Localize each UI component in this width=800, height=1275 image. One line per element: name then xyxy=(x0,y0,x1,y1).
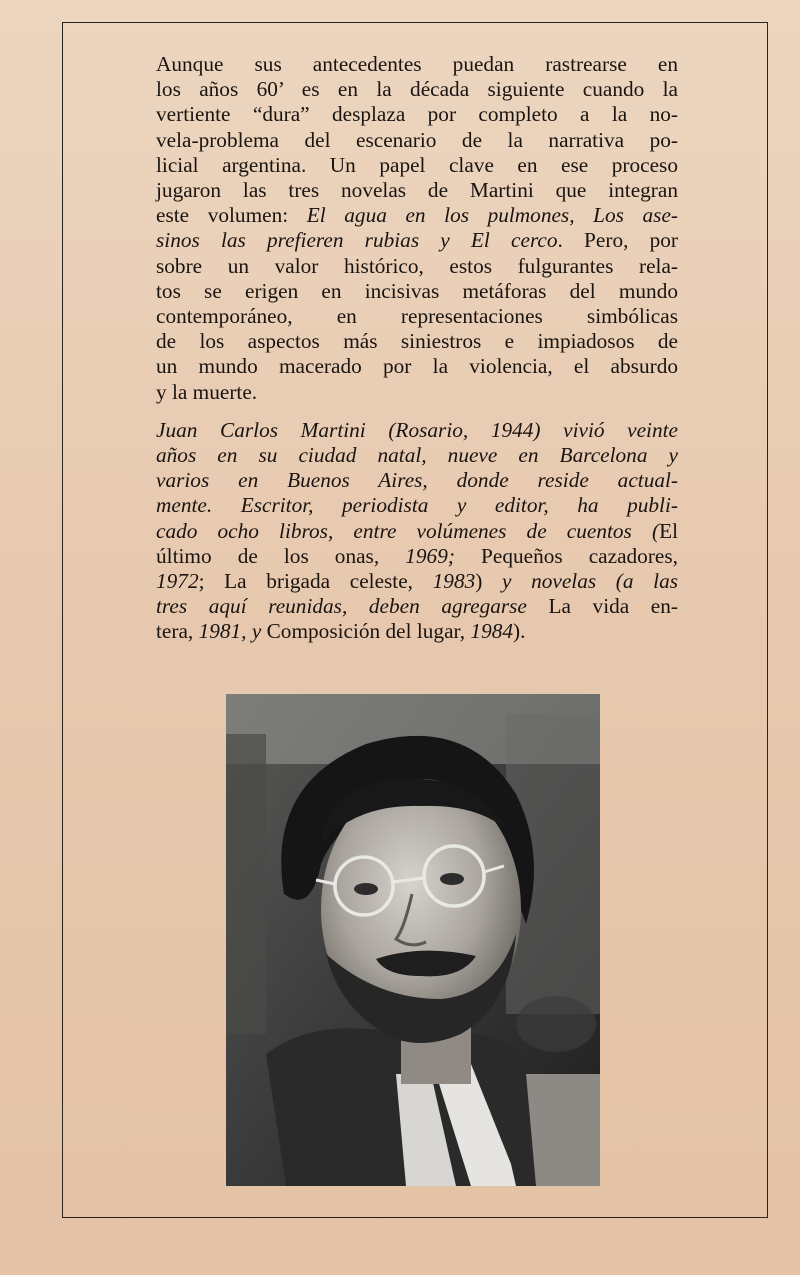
text-line: un mundo macerado por la violencia, el absurdo xyxy=(156,354,678,379)
text-run: ) xyxy=(475,569,502,594)
text-line: Juan Carlos Martini (Rosario, 1944) vivió veinte xyxy=(156,417,678,442)
text-line xyxy=(156,203,678,228)
text-line: tos se erigen en incisivas metáforas del mundo xyxy=(156,278,678,303)
text-line: jugaron las tres novelas de Martini que integran xyxy=(156,178,678,203)
book-titles: sinos las prefieren rubias y El cerco xyxy=(156,228,558,253)
text-line xyxy=(156,519,678,544)
text-line: sobre un valor histórico, estos fulgurantes rela- xyxy=(156,253,678,278)
text-run: último de los onas xyxy=(156,543,374,568)
text-line: contemporáneo, en representaciones simbólicas xyxy=(156,304,678,329)
text-line xyxy=(156,569,678,594)
text-run: y novelas (a las xyxy=(501,569,679,594)
text-run: cado ocho libros, entre volúmenes de cuentos ( xyxy=(156,518,660,543)
text-run: 1972 xyxy=(156,569,199,594)
book-titles: El agua en los pulmones, Los ase- xyxy=(306,203,678,228)
text-run: El xyxy=(659,518,678,543)
text-run: 1984 xyxy=(470,619,514,644)
text-run: Pequeños cazadores, xyxy=(454,543,678,568)
text-run: este volumen: xyxy=(156,203,307,228)
text-line xyxy=(156,594,678,619)
text-line: vela-problema del escenario de la narrativa po- xyxy=(156,127,678,152)
text-run: La vida en- xyxy=(526,594,678,619)
text-run: Composición del lugar, xyxy=(261,619,471,644)
text-run: tera, xyxy=(156,619,199,644)
text-run: tres aquí reunidas, deben agregarse xyxy=(156,594,527,619)
text-run: 1983 xyxy=(432,569,476,594)
blurb-text xyxy=(156,52,678,645)
author-bio-paragraph xyxy=(156,418,678,645)
author-photo xyxy=(226,694,600,1186)
portrait-image xyxy=(226,694,600,1186)
text-line xyxy=(156,619,678,644)
text-line: de los aspectos más siniestros e impiadosos de xyxy=(156,329,678,354)
text-line: años en su ciudad natal, nueve en Barcelona y xyxy=(156,443,678,468)
text-line xyxy=(156,544,678,569)
text-line: vertiente “dura” desplaza por completo a la no- xyxy=(156,102,678,127)
text-run: . Pero, por xyxy=(557,228,678,253)
text-line: varios en Buenos Aires, donde reside actual- xyxy=(156,468,678,493)
text-line: mente. Escritor, periodista y editor, ha publi- xyxy=(156,493,678,518)
text-line: licial argentina. Un papel clave en ese proceso xyxy=(156,152,678,177)
text-run: ). xyxy=(513,619,526,644)
synopsis-paragraph xyxy=(156,52,678,405)
text-line: y la muerte. xyxy=(156,379,258,404)
text-line: los años 60’ es en la década siguiente cuando la xyxy=(156,77,678,102)
text-run: ; La brigada celeste, xyxy=(198,569,433,594)
text-run: 1981, y xyxy=(198,619,262,644)
text-run: , 1969; xyxy=(373,543,455,568)
text-line: Aunque sus antecedentes puedan rastrearse en xyxy=(156,52,678,76)
text-line xyxy=(156,228,678,253)
